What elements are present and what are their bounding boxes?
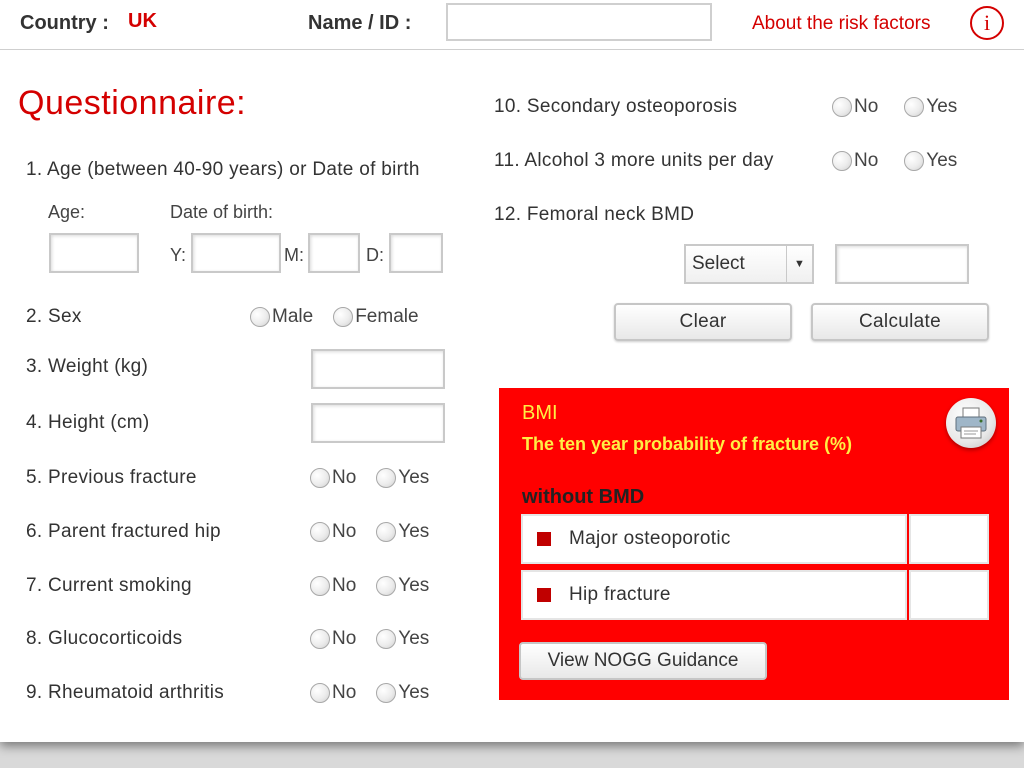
dob-month-input[interactable]: [308, 233, 360, 273]
dob-year-label: Y:: [170, 245, 187, 265]
rheumatoid-arthritis-option-no[interactable]: [310, 682, 356, 704]
option-yes-label: Yes: [398, 521, 430, 542]
bullet-square-icon: [537, 588, 551, 602]
major-osteoporotic-label: Major osteoporotic: [569, 528, 731, 549]
option-yes-label: Yes: [398, 682, 430, 703]
radio-circle-icon[interactable]: [376, 576, 396, 596]
secondary-osteoporosis-option-yes[interactable]: [904, 96, 957, 118]
info-icon[interactable]: i: [970, 6, 1004, 40]
bmd-value-input[interactable]: [835, 244, 969, 284]
question-sex-label: 2. Sex: [26, 306, 82, 327]
results-panel: [499, 388, 1009, 700]
option-no-label: No: [332, 575, 357, 596]
radio-circle-icon[interactable]: [250, 307, 270, 327]
rheumatoid-arthritis-radio-group: [310, 682, 429, 704]
option-yes-label: Yes: [926, 96, 958, 117]
sex-option-male-label: Male: [272, 306, 314, 327]
option-no-label: No: [854, 150, 879, 171]
country-label: Country :: [20, 12, 109, 34]
view-nogg-guidance-button[interactable]: View NOGG Guidance: [519, 642, 767, 680]
option-no-label: No: [854, 96, 879, 117]
question-rheumatoid-arthritis-label: 9. Rheumatoid arthritis: [26, 682, 225, 703]
result-row-major-osteoporotic: [521, 514, 989, 564]
question-weight-label: 3. Weight (kg): [26, 356, 149, 377]
radio-circle-icon[interactable]: [376, 468, 396, 488]
radio-circle-icon[interactable]: [832, 151, 852, 171]
option-yes-label: Yes: [398, 575, 430, 596]
about-risk-factors-link[interactable]: About the risk factors: [752, 13, 931, 34]
question-glucocorticoids-label: 8. Glucocorticoids: [26, 628, 183, 649]
date-of-birth-label: Date of birth:: [170, 202, 274, 222]
radio-circle-icon[interactable]: [310, 683, 330, 703]
dob-year-input[interactable]: [191, 233, 281, 273]
radio-circle-icon[interactable]: [376, 683, 396, 703]
age-input[interactable]: [49, 233, 139, 273]
option-yes-label: Yes: [926, 150, 958, 171]
header-bar: [0, 0, 1024, 50]
question-height-label: 4. Height (cm): [26, 412, 150, 433]
previous-fracture-radio-group: [310, 467, 429, 489]
country-value[interactable]: UK: [128, 10, 157, 32]
question-current-smoking-label: 7. Current smoking: [26, 575, 192, 596]
radio-circle-icon[interactable]: [310, 629, 330, 649]
weight-input[interactable]: [311, 349, 445, 389]
option-no-label: No: [332, 521, 357, 542]
hip-fracture-label: Hip fracture: [569, 584, 671, 605]
radio-circle-icon[interactable]: [310, 522, 330, 542]
radio-circle-icon[interactable]: [333, 307, 353, 327]
dob-day-label: D:: [366, 245, 384, 265]
question-secondary-osteoporosis-label: 10. Secondary osteoporosis: [494, 96, 738, 117]
option-no-label: No: [332, 682, 357, 703]
question-parent-fractured-hip-label: 6. Parent fractured hip: [26, 521, 221, 542]
option-no-label: No: [332, 628, 357, 649]
radio-circle-icon[interactable]: [904, 97, 924, 117]
radio-circle-icon[interactable]: [832, 97, 852, 117]
bmi-label: BMI: [522, 402, 558, 424]
bmd-type-select[interactable]: [684, 244, 814, 284]
major-osteoporotic-value: [909, 514, 989, 564]
parent-fractured-hip-option-no[interactable]: [310, 521, 356, 543]
bmd-type-select-value: Select: [692, 253, 745, 274]
radio-circle-icon[interactable]: [310, 576, 330, 596]
sex-radio-group: [250, 306, 419, 328]
result-label-cell: [521, 514, 907, 564]
option-no-label: No: [332, 467, 357, 488]
previous-fracture-option-yes[interactable]: [376, 467, 429, 489]
name-id-input[interactable]: [446, 3, 712, 41]
current-smoking-radio-group: [310, 575, 429, 597]
sex-option-female-label: Female: [355, 306, 419, 327]
sex-option-male[interactable]: [250, 306, 313, 328]
question-alcohol-label: 11. Alcohol 3 more units per day: [494, 150, 774, 171]
clear-button[interactable]: Clear: [614, 303, 792, 341]
parent-fractured-hip-radio-group: [310, 521, 429, 543]
radio-circle-icon[interactable]: [310, 468, 330, 488]
printer-icon[interactable]: [946, 398, 996, 448]
glucocorticoids-option-no[interactable]: [310, 628, 356, 650]
secondary-osteoporosis-option-no[interactable]: [832, 96, 878, 118]
rheumatoid-arthritis-option-yes[interactable]: [376, 682, 429, 704]
age-label: Age:: [48, 202, 86, 222]
result-label-cell: [521, 570, 907, 620]
glucocorticoids-option-yes[interactable]: [376, 628, 429, 650]
page-title: Questionnaire:: [18, 84, 247, 122]
calculate-button[interactable]: Calculate: [811, 303, 989, 341]
dob-month-label: M:: [284, 245, 304, 265]
question-femoral-neck-bmd-label: 12. Femoral neck BMD: [494, 204, 695, 225]
hip-fracture-value: [909, 570, 989, 620]
previous-fracture-option-no[interactable]: [310, 467, 356, 489]
parent-fractured-hip-option-yes[interactable]: [376, 521, 429, 543]
chevron-down-icon[interactable]: ▼: [786, 246, 812, 282]
current-smoking-option-yes[interactable]: [376, 575, 429, 597]
alcohol-option-yes[interactable]: [904, 150, 957, 172]
height-input[interactable]: [311, 403, 445, 443]
name-id-label: Name / ID :: [308, 12, 412, 34]
option-yes-label: Yes: [398, 628, 430, 649]
bullet-square-icon: [537, 532, 551, 546]
dob-day-input[interactable]: [389, 233, 443, 273]
without-bmd-heading: without BMD: [522, 486, 645, 508]
radio-circle-icon[interactable]: [376, 629, 396, 649]
glucocorticoids-radio-group: [310, 628, 429, 650]
sex-option-female[interactable]: [333, 306, 418, 328]
radio-circle-icon[interactable]: [904, 151, 924, 171]
option-yes-label: Yes: [398, 467, 430, 488]
probability-title: The ten year probability of fracture (%): [522, 434, 853, 454]
result-row-hip-fracture: [521, 570, 989, 620]
alcohol-radio-group: [832, 150, 957, 172]
question-age-label: 1. Age (between 40-90 years) or Date of birth: [26, 159, 420, 180]
radio-circle-icon[interactable]: [376, 522, 396, 542]
question-previous-fracture-label: 5. Previous fracture: [26, 467, 197, 488]
current-smoking-option-no[interactable]: [310, 575, 356, 597]
alcohol-option-no[interactable]: [832, 150, 878, 172]
secondary-osteoporosis-radio-group: [832, 96, 957, 118]
